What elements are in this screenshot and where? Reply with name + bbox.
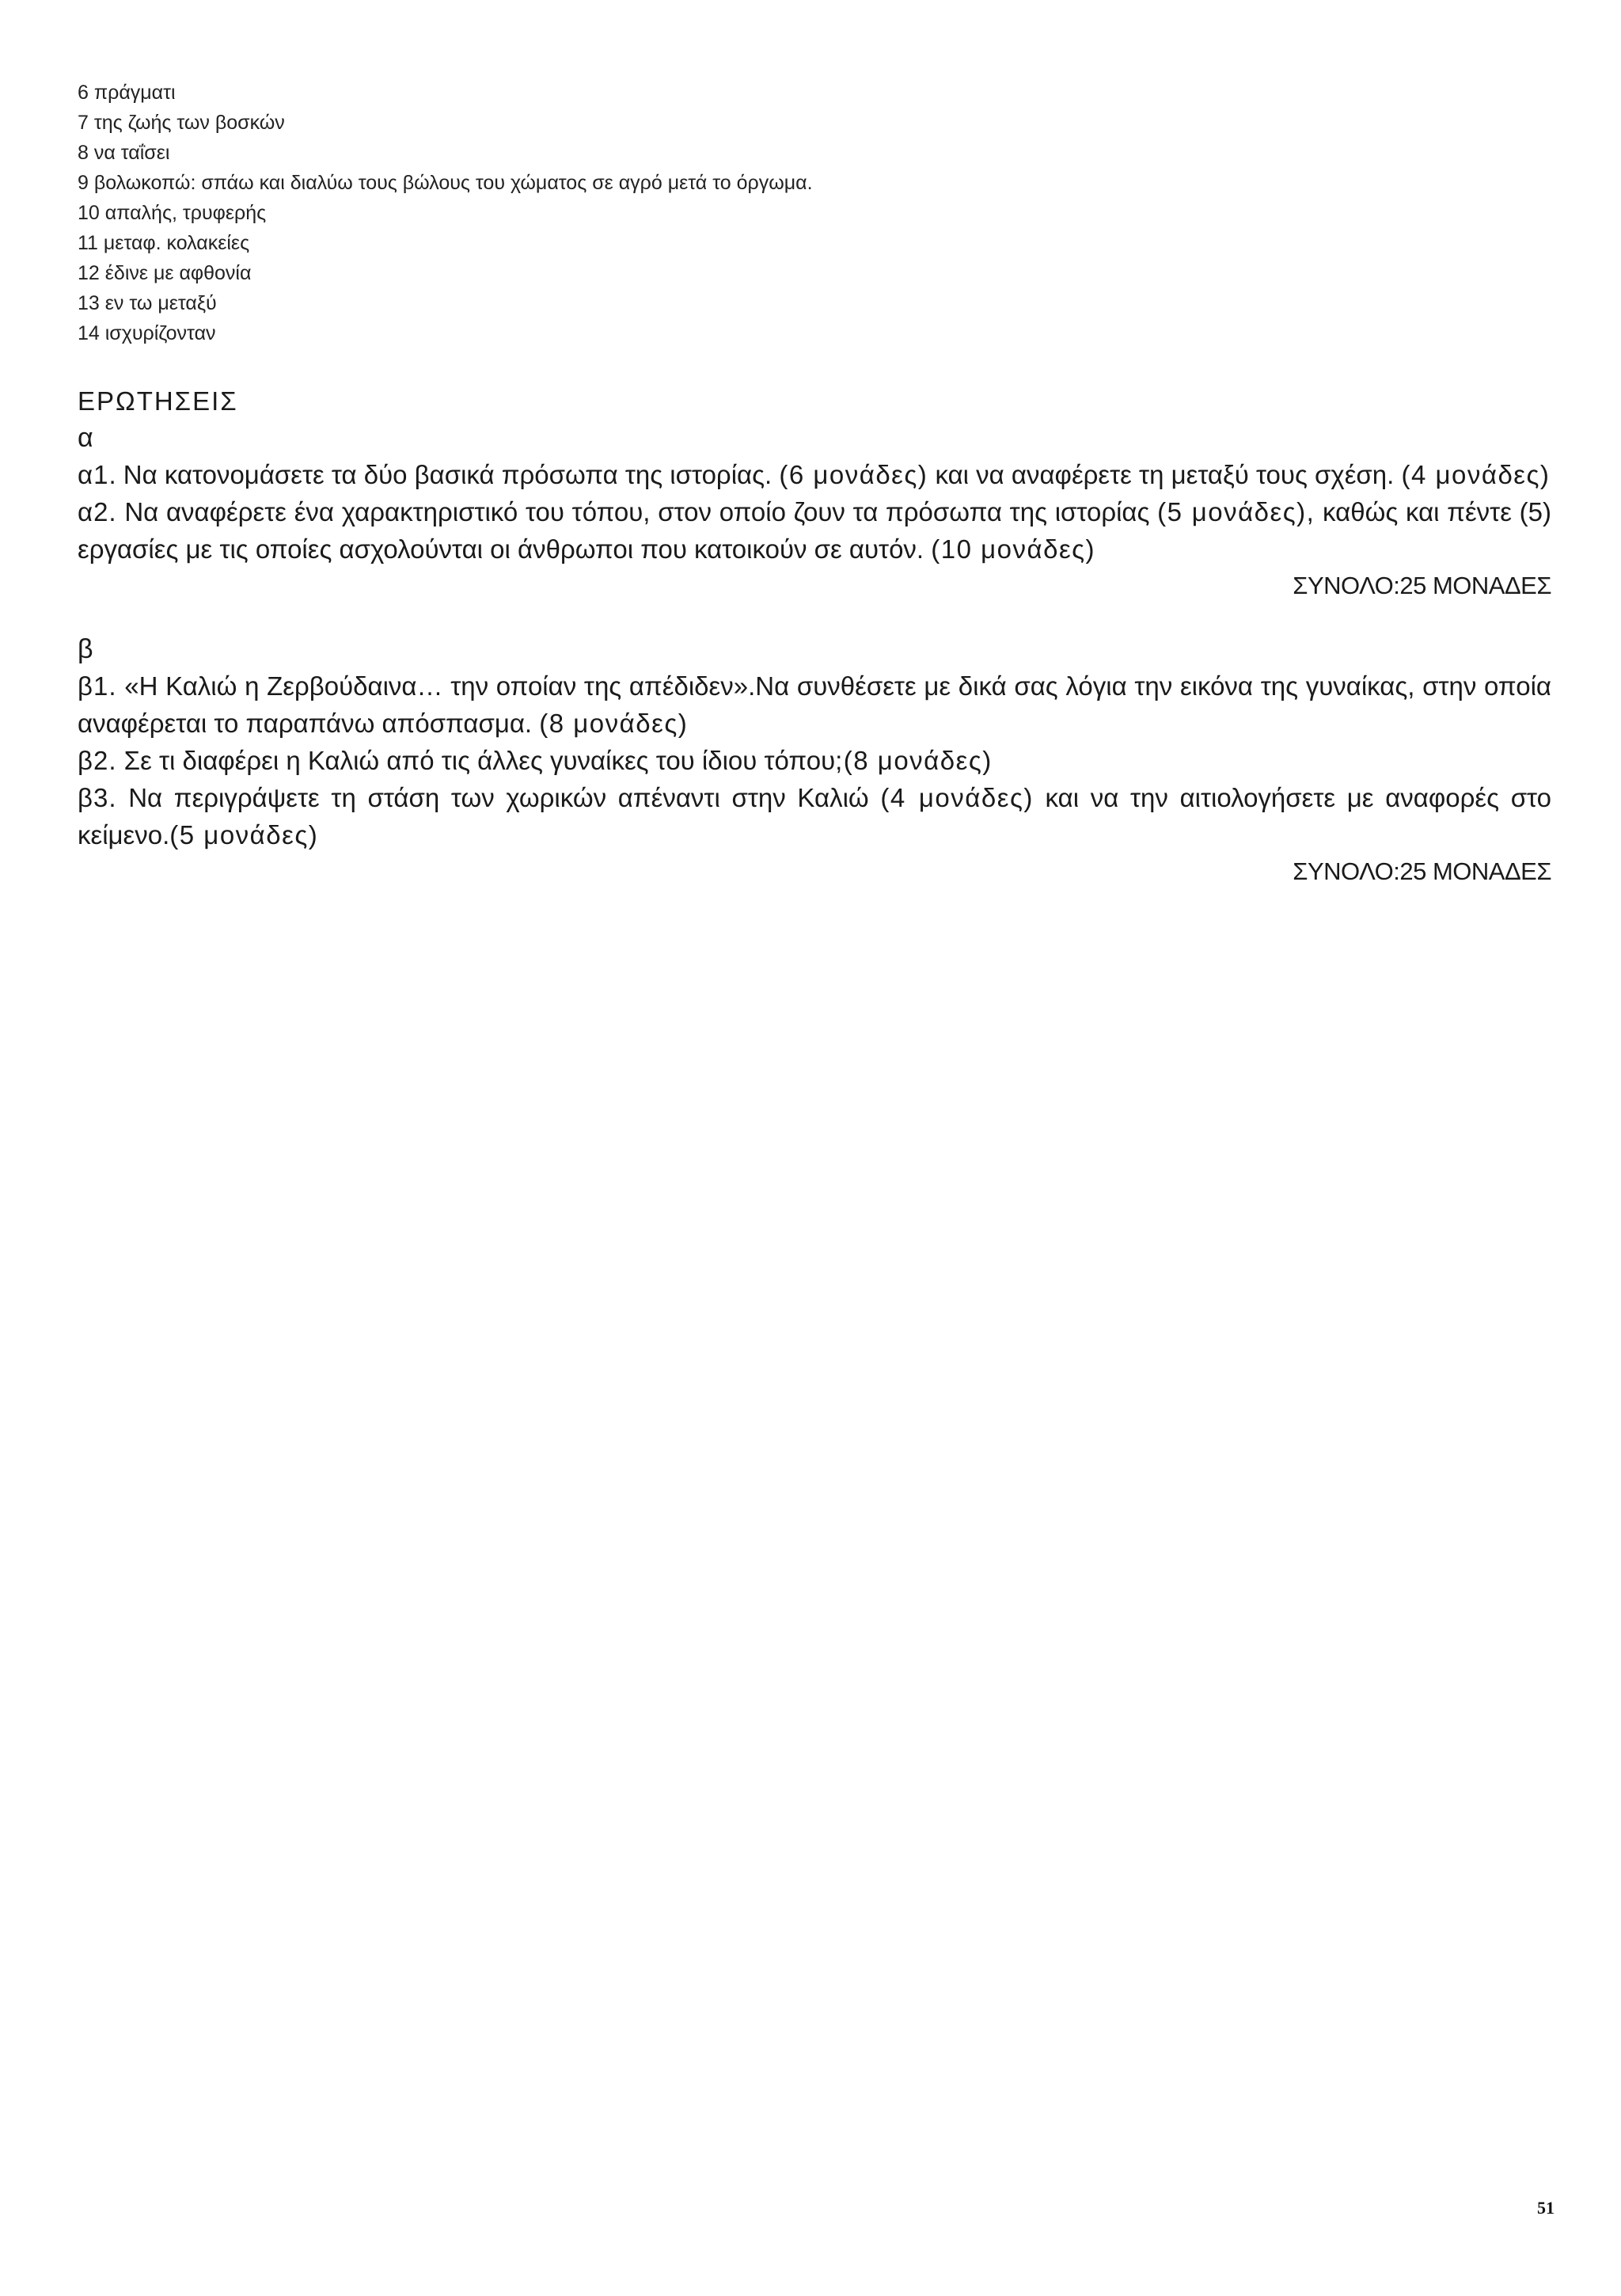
footnote-12: 12 έδινε με αφθονία [78, 262, 252, 284]
footnote-6: 6 πράγματι [78, 82, 176, 104]
question-a2-marks-2: (10 μονάδες) [931, 534, 1096, 564]
questions-heading: ΕΡΩΤΗΣΕΙΣ [78, 386, 238, 416]
footnote-13: 13 εν τω μεταξύ [78, 292, 217, 314]
question-a2 [78, 493, 1551, 568]
question-b3-text-1: Να περιγράψετε τη στάση των χωρικών απέναντι στην Καλιώ [116, 783, 881, 812]
question-b1-number: β1. [78, 671, 117, 701]
question-b1-marks-1: (8 μονάδες) [539, 709, 689, 738]
question-b3-marks-1: (4 μονάδες) [880, 783, 1034, 812]
footnote-7: 7 της ζωής των βοσκών [78, 112, 285, 134]
footnote-10: 10 απαλής, τρυφερής [78, 202, 267, 224]
footnotes-list [78, 78, 1551, 348]
section-b-letter: β [78, 634, 93, 664]
question-a1-marks-2: (4 μονάδες) [1401, 460, 1551, 489]
question-b2 [78, 742, 1551, 779]
question-b1 [78, 667, 1551, 742]
footnote-9: 9 βολωκοπώ: σπάω και διαλύω τους βώλους του χώματος σε αγρό μετά το όργωμα. [78, 172, 813, 194]
question-a2-number: α2. [78, 497, 117, 526]
question-b2-marks-1: ;(8 μονάδες) [835, 746, 993, 775]
question-b3-number: β3. [78, 783, 117, 812]
question-a2-marks-1: (5 μονάδες), [1157, 497, 1315, 526]
question-a2-text-1: Να αναφέρετε ένα χαρακτηριστικό του τόπου, στον οποίο ζουν τα πρόσωπα της ιστορίας [116, 497, 1158, 526]
question-a1 [78, 456, 1551, 493]
page-number: 51 [1537, 2198, 1555, 2218]
question-b3 [78, 779, 1551, 853]
question-a1-text-2: και να αναφέρετε τη μεταξύ τους σχέση. [928, 460, 1402, 489]
document-page [78, 0, 1551, 2296]
question-b2-text-1: Σε τι διαφέρει η Καλιώ από τις άλλες γυναίκες του ίδιου τόπου [116, 746, 836, 775]
question-b3-text-2: και να την αιτιολογήσετε με αναφορές στο κείμενο. [78, 783, 1551, 850]
question-b2-number: β2. [78, 746, 117, 775]
question-b1-text-1: «Η Καλιώ η Ζερβούδαινα… την οποίαν της απέδιδεν».Να συνθέσετε με δικά σας λόγια την εικόνα της γυναίκας, στην οποία αναφέρεται το παραπάνω απόσπασμα. [78, 671, 1551, 738]
footnote-14: 14 ισχυρίζονταν [78, 322, 216, 344]
questions-section [78, 383, 1551, 890]
question-a2-text-2: καθώς και πέντε (5) εργασίες με τις οποίες ασχολούνται οι άνθρωποι που κατοικούν σε αυτόν. [78, 497, 1551, 564]
section-b-total: ΣΥΝΟΛΟ:25 ΜΟΝΑΔΕΣ [1293, 857, 1551, 885]
section-a-letter: α [78, 423, 93, 453]
footnote-11: 11 μεταφ. κολακείες [78, 232, 250, 254]
section-spacer [78, 604, 1551, 631]
question-a1-number: α1 [78, 460, 109, 489]
question-b3-marks-2: (5 μονάδες) [169, 820, 319, 850]
question-a1-marks-1: (6 μονάδες) [779, 460, 928, 489]
footnote-8: 8 να ταΐσει [78, 142, 170, 164]
section-a-total: ΣΥΝΟΛΟ:25 ΜΟΝΑΔΕΣ [1293, 572, 1551, 599]
question-a1-text-1: . Να κατονομάσετε τα δύο βασικά πρόσωπα της ιστορίας. [108, 460, 780, 489]
